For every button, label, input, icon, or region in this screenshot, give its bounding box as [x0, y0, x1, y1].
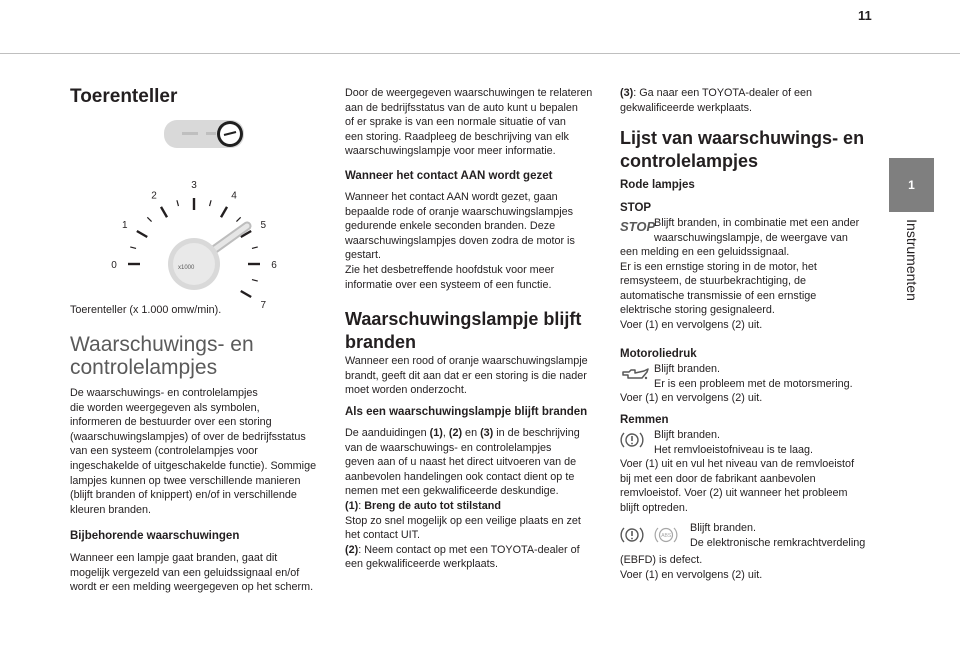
gauge-tick-label: 2: [151, 190, 157, 202]
gauge-major-tick: [161, 207, 167, 217]
gauge-minor-tick: [130, 247, 136, 249]
brake-text: Voer (1) uit en vul het niveau van de remvloeistof bij met een door de fabrikant aanbevolen remvloeistof. Voer (2) uit wanneer het probleem blijft optreden.: [620, 458, 855, 514]
para-item3: (3): Ga naar een TOYOTA-dealer of een gekwalificeerde werkplaats.: [620, 87, 813, 114]
intro-paragraph: De waarschuwings- en controlelampjes die worden weergegeven als symbolen, informeren de bestuurder over een storing (waarschuwingslampjes) of over de bedrijfsstatus van een systeem (controlelampjes voor ingeschakelde of uitgeschakelde functie). Sommige lampjes kunnen op twee verschillende manieren (blijft branden of knippert) en/of in verschillende kleuren branden.: [70, 387, 317, 516]
stop-icon: [620, 216, 654, 244]
para-contact: Wanneer het contact AAN wordt gezet, gaan bepaalde rode of oranje waarschuwingslampjes gedurende enkele seconden branden. Deze waarschuwingslampjes doven zodra de motor is gestart. Zie het desbetreffende hoofdstuk voor meer informatie over een systeem of een functie.: [345, 191, 575, 291]
para-rood: Wanneer een rood of oranje waarschuwingslampje brandt, geeft dit aan dat er een storing is die nader moet worden onderzocht.: [345, 355, 588, 397]
abs-icon: [654, 525, 678, 545]
tachometer-title: Toerenteller: [70, 86, 178, 107]
section-title-line2: controlelampjes: [70, 356, 218, 379]
stop-text: een melding en een geluidssignaal. Er is een ernstige storing in de motor, het remsysteem, de stuurbekrachtiging, de automatische transmissie of een ernstige elektrische storing gesignaleerd. Voer (1) en vervolgens (2) uit.: [620, 246, 817, 331]
oil-can-icon: [620, 362, 654, 390]
para-relate: Door de weergegeven waarschuwingen te relateren aan de bedrijfsstatus van de auto kunt u bepalen of er sprake is van een normale situatie of van een storing. Raadpleeg de beschrijving van elk waarschuwingslampje voor meer informatie.: [345, 87, 593, 158]
ebfd-row: ABS Blijft branden. De elektronische remkrachtverdeling: [620, 521, 865, 550]
oil-title: Motoroliedruk: [620, 348, 697, 360]
tachometer-illustration: [111, 118, 292, 311]
stop-title: STOP: [620, 202, 652, 214]
ebfd-text: (EBFD) is defect. Voer (1) en vervolgens (2) uit.: [620, 554, 763, 581]
gauge-major-tick: [241, 291, 251, 297]
gauge-tick-label: 7: [260, 300, 267, 311]
gauge-minor-tick: [252, 247, 258, 249]
gauge-minor-tick: [252, 280, 258, 282]
sub-title: Bijbehorende waarschuwingen: [70, 530, 240, 542]
sub-paragraph: Wanneer een lampje gaat branden, gaat dit mogelijk vergezeld van een geluidssignaal en/of wordt er een melding weergegeven op het scherm.: [70, 552, 314, 594]
section-title-line1: Waarschuwings- en: [70, 333, 254, 356]
ebfd-icons: [620, 521, 690, 549]
svg-text:ABS: ABS: [661, 533, 672, 539]
page-number: 11: [858, 8, 872, 23]
lamp-section-title-line1: Waarschuwingslampje blijft: [345, 309, 582, 329]
chapter-label: Instrumenten: [904, 219, 920, 301]
gauge-tick-label: 6: [271, 260, 277, 271]
stop-row: STOP Blijft branden, in combinatie met een ander waarschuwingslampje, de weergave van: [620, 217, 860, 244]
svg-text:STOP: STOP: [620, 219, 656, 234]
gauge-minor-tick: [147, 217, 151, 221]
gauge-minor-tick: [210, 200, 212, 206]
blijft-heading: Als een waarschuwingslampje blijft branden: [345, 406, 588, 418]
brake-warning-icon-2: [620, 525, 644, 545]
chapter-tab[interactable]: 1: [889, 158, 934, 212]
contact-heading: Wanneer het contact AAN wordt gezet: [345, 170, 553, 182]
gauge-minor-tick: [177, 200, 179, 206]
gauge-major-tick: [221, 207, 227, 217]
gauge-minor-tick: [236, 217, 240, 221]
top-rule: [0, 53, 960, 54]
lamp-section-title-line2: branden: [345, 332, 417, 352]
gauge-tick-label: 3: [191, 180, 197, 191]
gauge-tick-label: 4: [231, 190, 237, 202]
gauge-tick-label: 5: [260, 220, 267, 231]
brake-warning-icon: [620, 428, 654, 456]
list-title-line1: Lijst van waarschuwings- en: [620, 128, 865, 148]
gauge-tick-label: 1: [121, 220, 128, 231]
tachometer-caption: Toerenteller (x 1.000 omw/min).: [70, 304, 222, 316]
gauge-tick-label: 0: [111, 260, 117, 271]
gauge-major-tick: [137, 231, 147, 237]
gauge-small-label: x1000: [178, 265, 195, 271]
list-title-line2: controlelampjes: [620, 151, 759, 171]
oil-row: Blijft branden. Er is een probleem met de motorsmering.: [620, 362, 853, 391]
para-aanduidingen: De aanduidingen (1), (2) en (3) in de beschrijving van de waarschuwings- en controlelampjes geven aan of u naast het direct uitvoeren van de aanbevolen handelingen ook contact dient op te nemen met een gekwalificeerde deskundige. (1): Breng de auto tot stilstand Stop zo snel mogelijk op een veilige plaats en zet het contact UIT. (2): Neem contact op met een TOYOTA-dealer of een gekwalificeerde werkplaats.: [345, 427, 581, 571]
red-lamps-title: Rode lampjes: [620, 179, 695, 191]
brake-row: Blijft branden. Het remvloeistofniveau is te laag.: [620, 428, 813, 457]
brake-title: Remmen: [620, 414, 669, 426]
oil-text: Voer (1) en vervolgens (2) uit.: [620, 392, 763, 404]
